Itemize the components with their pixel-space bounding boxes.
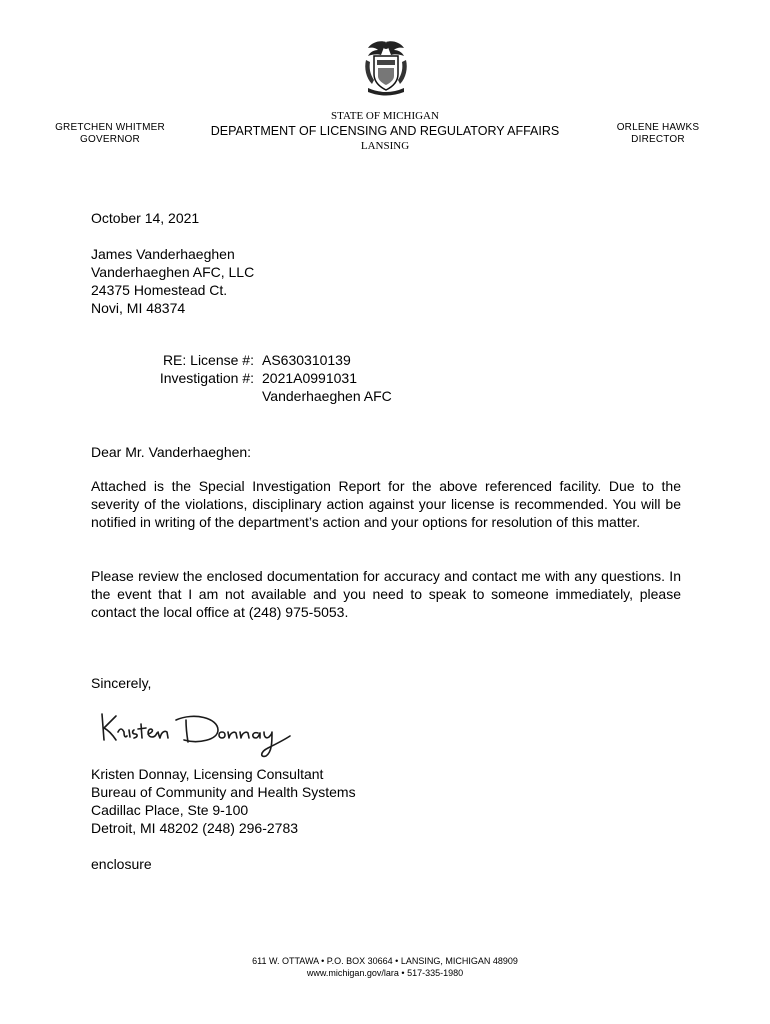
recipient-line: Vanderhaeghen AFC, LLC xyxy=(91,264,255,280)
footer-address: 611 W. OTTAWA • P.O. BOX 30664 • LANSING, MICHIGAN 48909 xyxy=(252,956,518,966)
investigation-label: Investigation #: xyxy=(159,370,254,386)
signer-line: Detroit, MI 48202 (248) 296-2783 xyxy=(91,820,299,836)
city-name: LANSING xyxy=(360,140,410,152)
recipient-line: James Vanderhaeghen xyxy=(91,246,235,262)
facility-name: Vanderhaeghen AFC xyxy=(262,388,392,404)
signer-line: Bureau of Community and Health Systems xyxy=(91,784,356,800)
reference-labels xyxy=(140,351,254,387)
reference-values xyxy=(262,351,392,405)
director-title: DIRECTOR xyxy=(631,134,685,145)
department-name: DEPARTMENT OF LICENSING AND REGULATORY AFFAIRS xyxy=(210,124,560,138)
director-block xyxy=(596,122,720,146)
recipient-address xyxy=(91,245,254,317)
body-paragraph-2: Please review the enclosed documentation for accuracy and contact me with any questions. In the event that I am not available and you need to speak to someone immediately, please contact the local office at (248) 975-5053. xyxy=(91,568,681,620)
governor-block xyxy=(40,122,180,146)
body-paragraph-1: Attached is the Special Investigation Report for the above referenced facility. Due to the severity of the violations, disciplinary action against your license is recommended. You will be notified in writing of the department’s action and your options for resolution of this matter. xyxy=(91,478,681,530)
letter-date: October 14, 2021 xyxy=(91,210,200,226)
license-number: AS630310139 xyxy=(262,352,351,368)
signer-line: Cadillac Place, Ste 9-100 xyxy=(91,802,249,818)
investigation-number: 2021A0991031 xyxy=(262,370,357,386)
governor-name: GRETCHEN WHITMER xyxy=(55,122,165,133)
director-name: ORLENE HAWKS xyxy=(616,122,700,133)
recipient-line: 24375 Homestead Ct. xyxy=(91,282,228,298)
recipient-line: Novi, MI 48374 xyxy=(91,300,186,316)
handwritten-signature xyxy=(94,706,304,762)
state-name: STATE OF MICHIGAN xyxy=(331,110,439,122)
michigan-state-seal-icon xyxy=(360,38,412,96)
footer-contact: www.michigan.gov/lara • 517-335-1980 xyxy=(306,968,464,978)
signer-block xyxy=(91,765,356,837)
license-label: RE: License #: xyxy=(162,352,254,368)
greeting: Dear Mr. Vanderhaeghen: xyxy=(91,444,252,460)
closing: Sincerely, xyxy=(91,675,152,691)
signer-line: Kristen Donnay, Licensing Consultant xyxy=(91,766,324,782)
governor-title: GOVERNOR xyxy=(80,134,140,145)
enclosure-note: enclosure xyxy=(91,856,152,872)
